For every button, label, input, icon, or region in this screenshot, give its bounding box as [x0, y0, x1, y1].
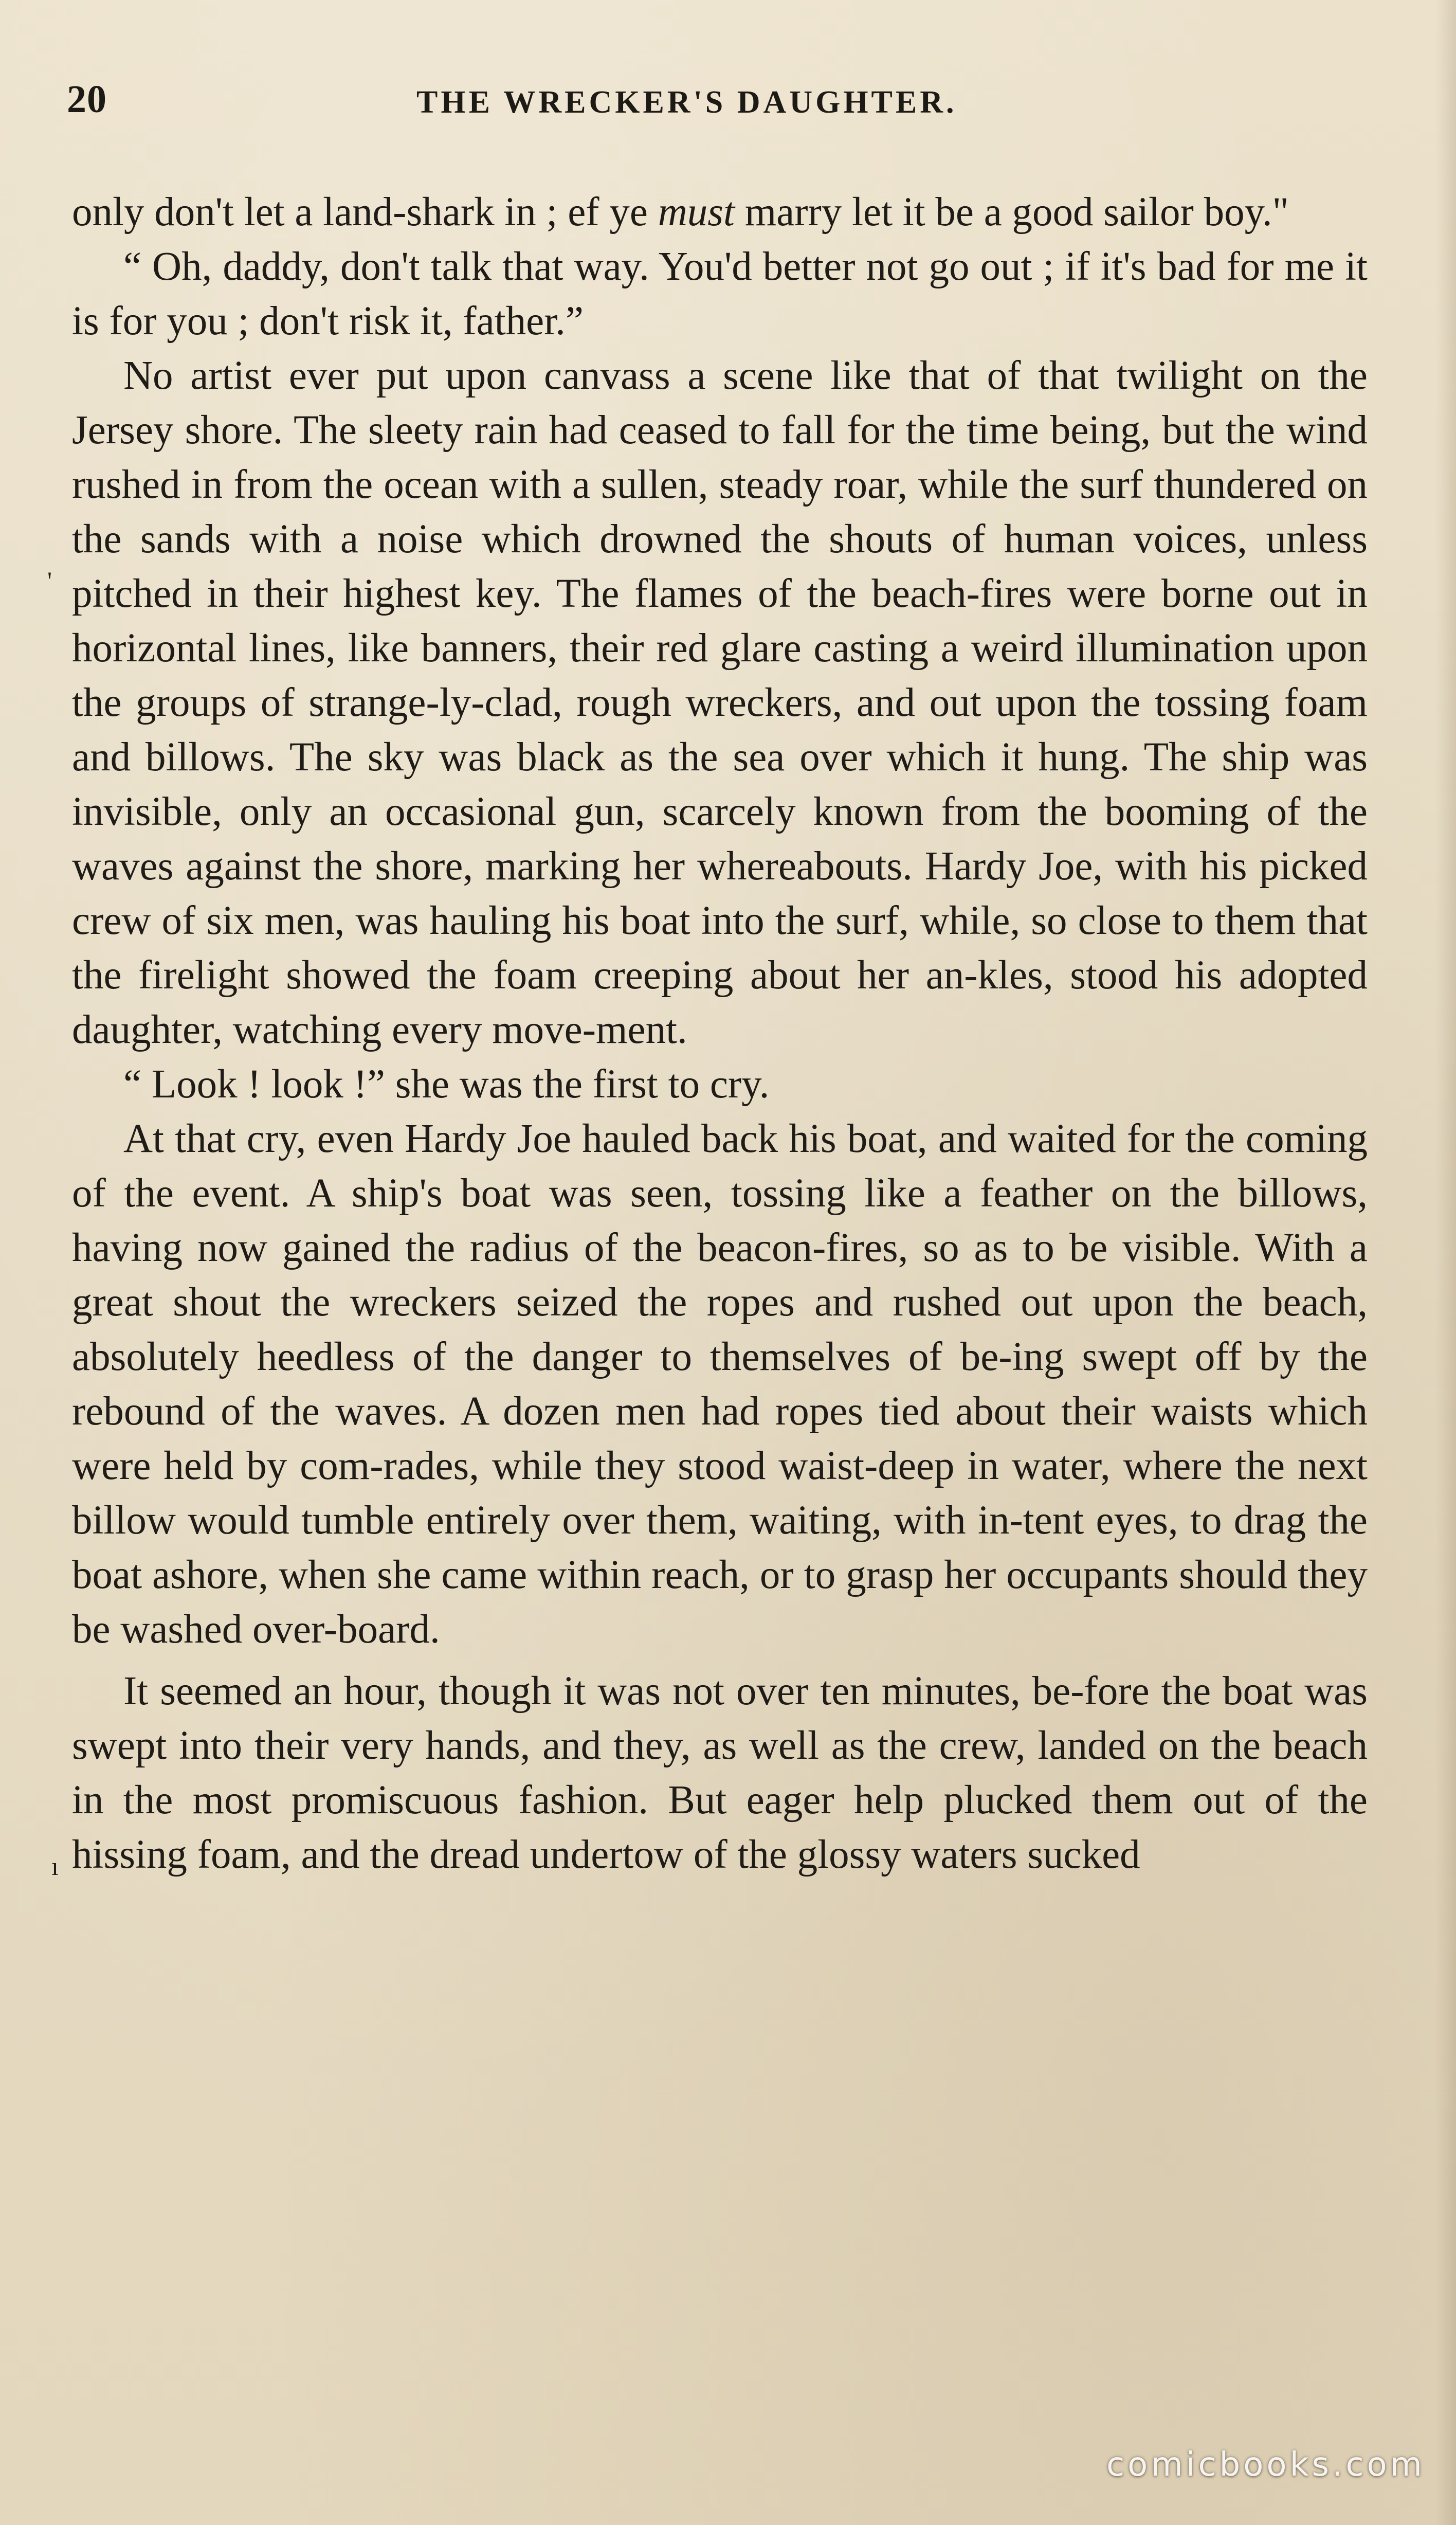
paragraph-1-before: only don't let a land-shark in ; ef ye: [72, 190, 658, 235]
margin-tick-mark: ': [47, 566, 52, 595]
paragraph-1: [72, 185, 1368, 240]
body-text: [72, 185, 1368, 1882]
paragraph-1-after: marry let it be a good sailor boy.": [734, 190, 1289, 235]
paragraph-6: It seemed an hour, though it was not over ten minutes, be-fore the boat was swept into their very hands, and they, as well as the crew, landed on the beach in the most promiscuous fashion. But eager help plucked them out of the hissing foam, and the dread undertow of the glossy waters sucked: [72, 1669, 1368, 1877]
paragraph-5: At that cry, even Hardy Joe hauled back his boat, and waited for the coming of the event. A ship's boat was seen, tossing like a feather on the billows, having now gained the radius of the beacon-fires, so as to be visible. With a great shout the wreckers seized the ropes and rushed out upon the beach, absolutely heedless of the danger to themselves of be-ing swept off by the rebound of the waves. A dozen men had ropes tied about their waists which were held by com-rades, while they stood waist-deep in water, where the next billow would tumble entirely over them, waiting, with in-tent eyes, to drag the boat ashore, when she came within reach, or to grasp her occupants should they be washed over-board.: [72, 1116, 1368, 1652]
paragraph-2: “ Oh, daddy, don't talk that way. You'd better not go out ; if it's bad for me it is for you ; don't risk it, father.”: [72, 244, 1368, 344]
watermark: comicbooks.com: [1106, 2446, 1425, 2484]
margin-tick-mark: ı: [51, 1852, 59, 1881]
page-edge-shadow: [1435, 0, 1456, 2525]
paragraph-3: No artist ever put upon canvass a scene like that of that twilight on the Jersey shore. The sleety rain had ceased to fall for the time being, but the wind rushed in from the ocean with a sullen, steady roar, while the surf thundered on the sands with a noise which drowned the shouts of human voices, unless pitched in their highest key. The flames of the beach-fires were borne out in horizontal lines, like banners, their red glare casting a weird illumination upon the groups of strange-ly-clad, rough wreckers, and out upon the tossing foam and billows. The sky was black as the sea over which it hung. The ship was invisible, only an occasional gun, scarcely known from the booming of the waves against the shore, marking her whereabouts. Hardy Joe, with his picked crew of six men, was hauling his boat into the surf, while, so close to them that the firelight showed the foam creeping about her an-kles, stood his adopted daughter, watching every move-ment.: [72, 353, 1368, 1052]
running-head: [67, 77, 1383, 134]
paragraph-4: “ Look ! look !” she was the first to cry.: [123, 1062, 770, 1107]
page-number: 20: [67, 78, 107, 121]
emphasis-must: must: [658, 190, 735, 235]
running-title: THE WRECKER'S DAUGHTER.: [416, 85, 957, 120]
